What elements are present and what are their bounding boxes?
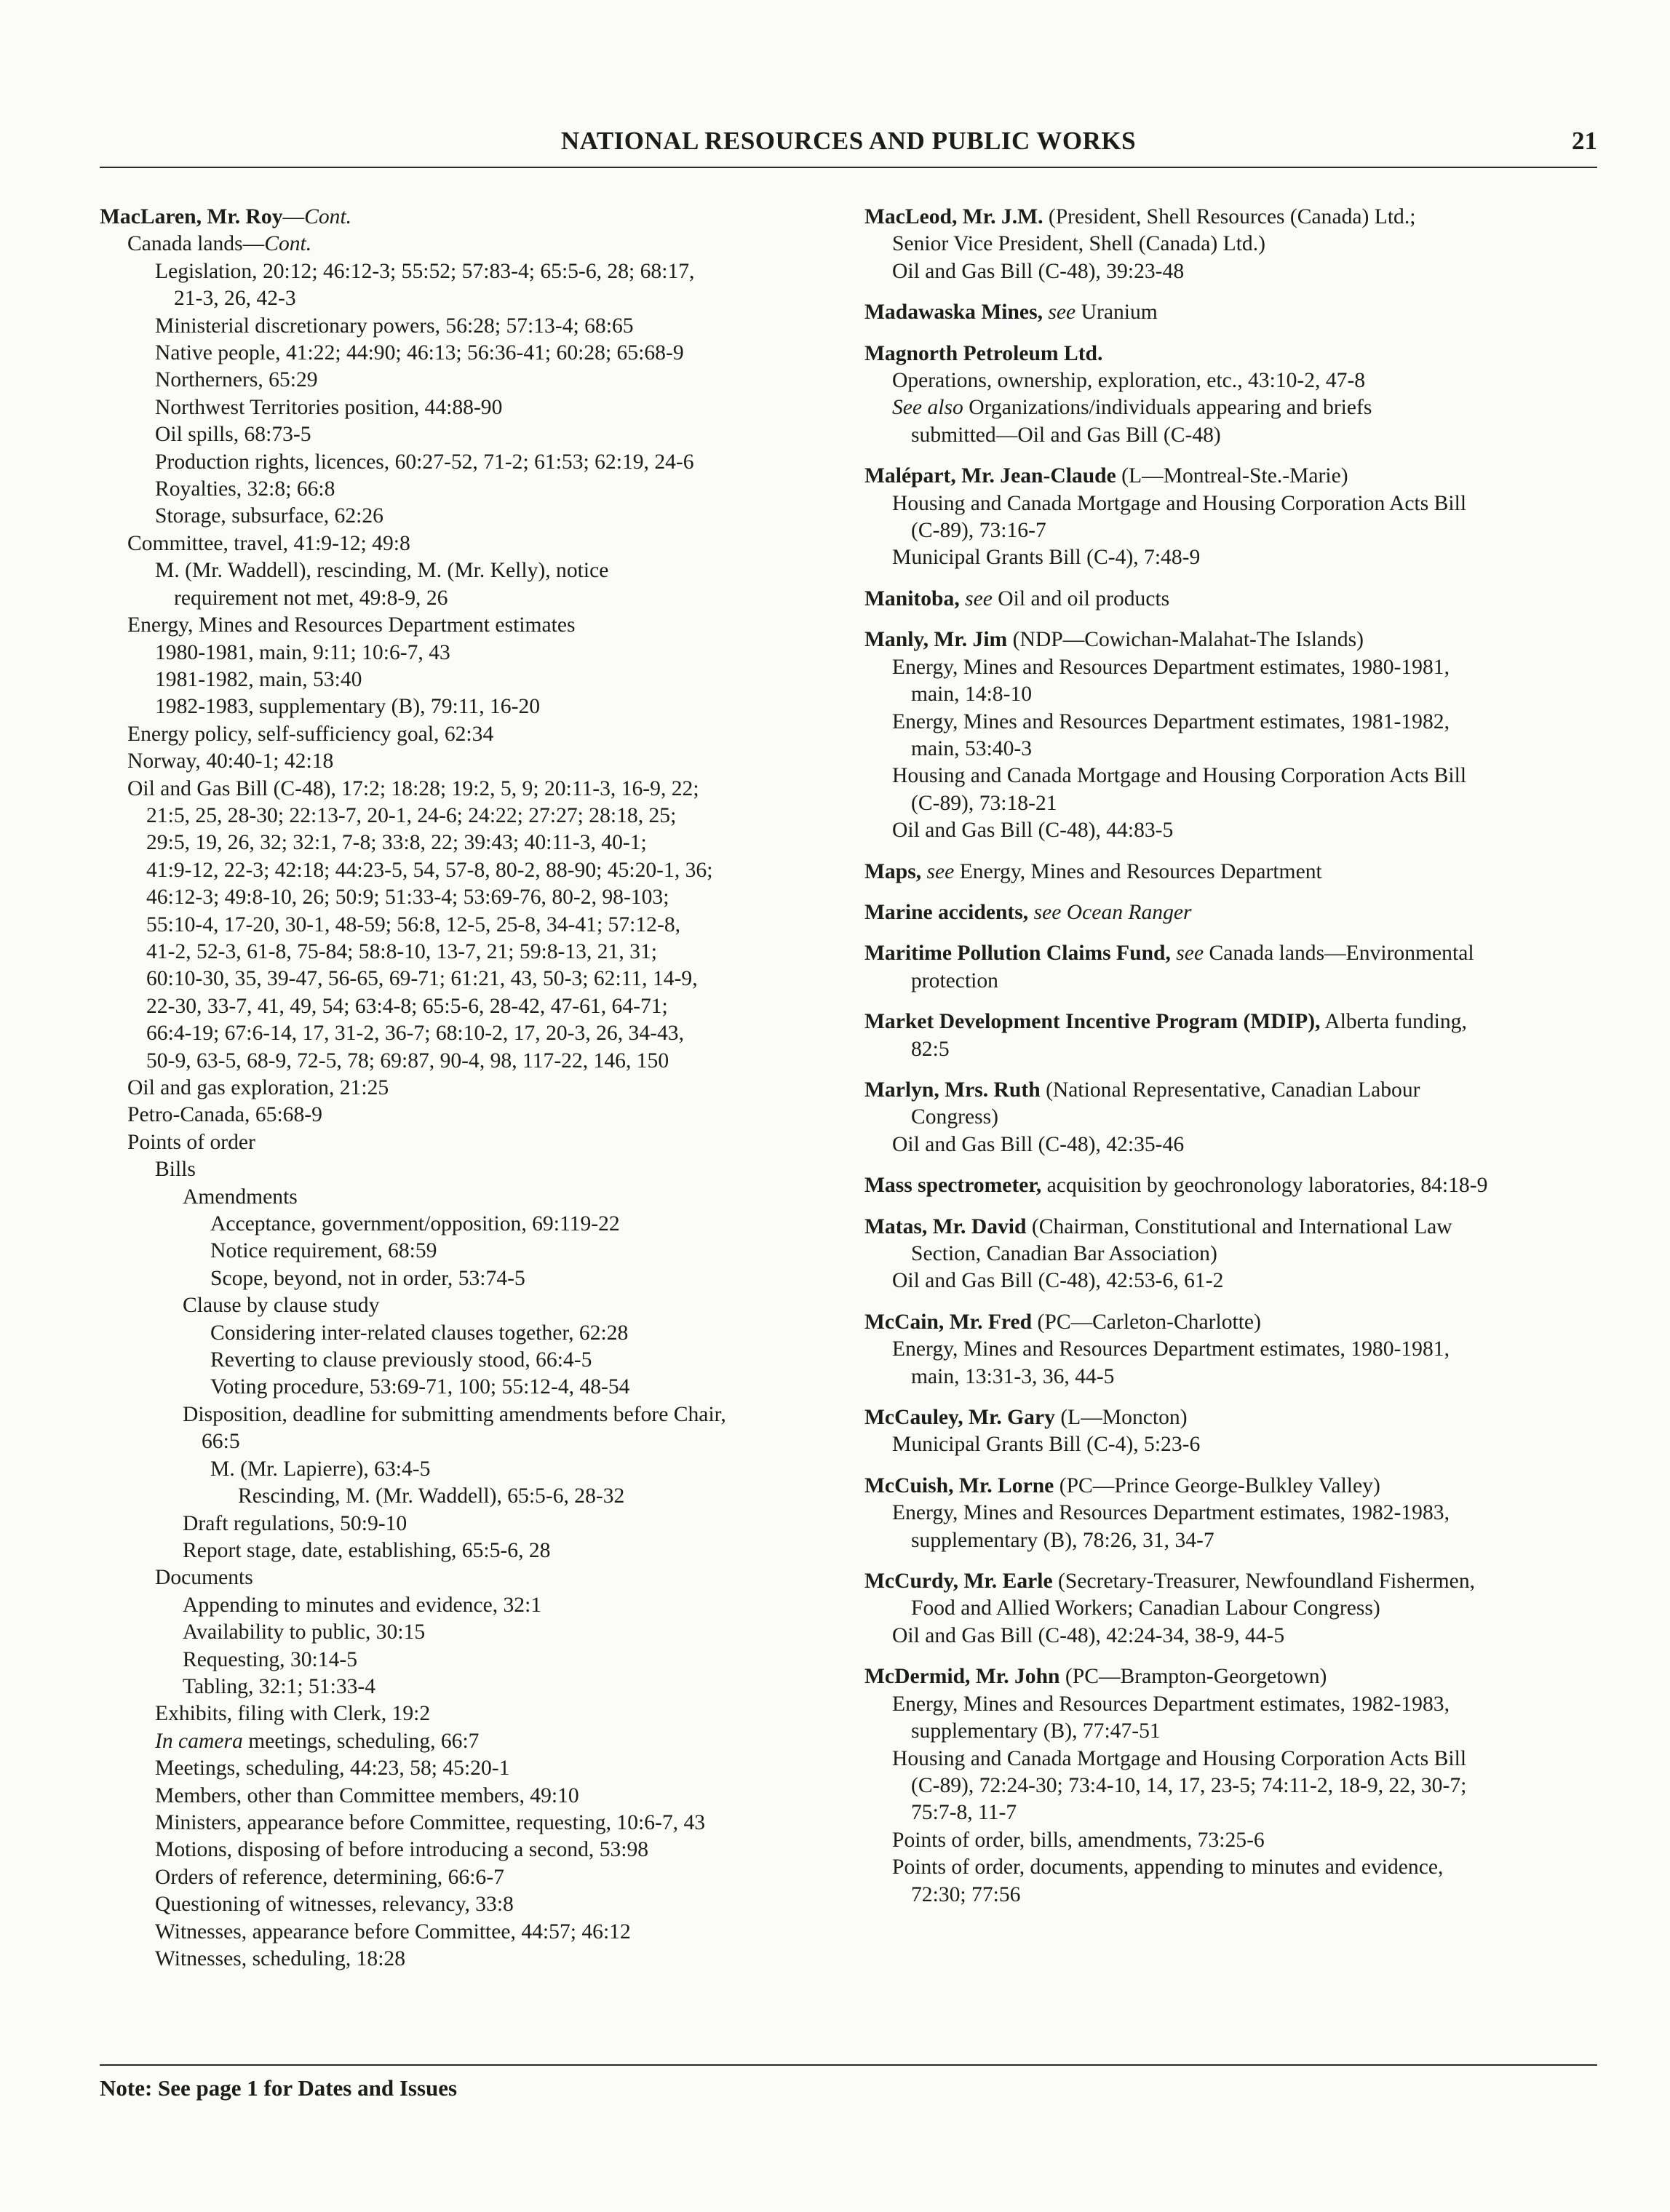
index-entry (864, 1077, 1599, 1158)
heading-term: Marine accidents, (864, 900, 1029, 924)
index-line: Points of order (127, 1130, 255, 1154)
index-line: Points of order, bills, amendments, 73:25-6 (892, 1828, 1265, 1852)
index-line: Oil and Gas Bill (C-48), 42:24-34, 38-9, 44-5 (892, 1623, 1285, 1647)
index-line: Members, other than Committee members, 49:10 (155, 1783, 579, 1807)
left-index-column (100, 204, 842, 1973)
heading-term: McCuish, Mr. Lorne (864, 1473, 1054, 1497)
heading-term: Manly, Mr. Jim (864, 628, 1008, 652)
index-line: M. (Mr. Lapierre), 63:4-5 (210, 1457, 431, 1481)
index-line: protection (911, 968, 998, 992)
index-line (864, 341, 1599, 367)
index-line: McCuish, Mr. Lorne (PC—Prince George-Bulkley Valley) (864, 1473, 1380, 1497)
index-line: supplementary (B), 78:26, 31, 34-7 (911, 1528, 1214, 1552)
index-line: Oil and Gas Bill (C-48), 44:83-5 (892, 819, 1174, 843)
index-line: Legislation, 20:12; 46:12-3; 55:52; 57:83-4; 65:5-6, 28; 68:17, (155, 259, 695, 283)
footer-note: Note: See page 1 for Dates and Issues (100, 2075, 458, 2101)
index-line: Oil and Gas Bill (C-48), 42:53-6, 61-2 (892, 1269, 1224, 1293)
index-line: Energy, Mines and Resources Department estimates (127, 613, 576, 637)
index-line: Marlyn, Mrs. Ruth (National Representative, Canadian Labour (864, 1078, 1420, 1102)
page-title: NATIONAL RESOURCES AND PUBLIC WORKS (560, 127, 1137, 155)
index-entry (864, 859, 1599, 886)
index-line: Maritime Pollution Claims Fund, see Canada lands—Environmental (864, 942, 1474, 966)
index-line: Canada lands—Cont. (127, 232, 312, 256)
index-line: 21:5, 25, 28-30; 22:13-7, 20-1, 24-6; 24:22; 27:27; 28:18, 25; (146, 803, 677, 827)
index-line: 1980-1981, main, 9:11; 10:6-7, 43 (155, 640, 450, 664)
index-line: Malépart, Mr. Jean-Claude (L—Montreal-Ste.-Marie) (864, 464, 1348, 488)
index-line: Energy, Mines and Resources Department estimates, 1981-1982, (892, 709, 1450, 733)
index-line: See also Organizations/individuals appearing and briefs (892, 396, 1372, 420)
index-line: Housing and Canada Mortgage and Housing Corporation Acts Bill (892, 491, 1467, 515)
index-line: Energy, Mines and Resources Department estimates, 1982-1983, (892, 1501, 1450, 1525)
index-line: Orders of reference, determining, 66:6-7 (155, 1865, 504, 1889)
heading-term: Magnorth Petroleum Ltd. (864, 341, 1103, 365)
index-line: Oil and gas exploration, 21:25 (127, 1076, 389, 1099)
heading-term: Marlyn, Mrs. Ruth (864, 1078, 1041, 1102)
index-line: Motions, disposing of before introducing a second, 53:98 (155, 1838, 649, 1862)
index-entry (864, 1404, 1599, 1459)
index-line: Norway, 40:40-1; 42:18 (127, 749, 334, 773)
index-line: Royalties, 32:8; 66:8 (155, 477, 335, 501)
index-line: Congress) (911, 1105, 999, 1129)
index-line: Energy policy, self-sufficiency goal, 62:34 (127, 722, 494, 746)
index-line: main, 14:8-10 (911, 683, 1033, 707)
index-line: Production rights, licences, 60:27-52, 71-2; 61:53; 62:19, 24-6 (155, 450, 694, 474)
index-line: 1981-1982, main, 53:40 (155, 667, 362, 691)
heading-term: McCurdy, Mr. Earle (864, 1570, 1053, 1594)
heading-term: Malépart, Mr. Jean-Claude (864, 464, 1116, 488)
index-line: main, 53:40-3 (911, 736, 1033, 760)
index-line: (C-89), 73:16-7 (911, 519, 1046, 543)
index-line: McCain, Mr. Fred (PC—Carleton-Charlotte) (864, 1310, 1261, 1334)
index-line: Ministerial discretionary powers, 56:28; 57:13-4; 68:65 (155, 314, 634, 338)
index-line: McDermid, Mr. John (PC—Brampton-Georgetown) (864, 1665, 1327, 1689)
heading-term: Mass spectrometer, (864, 1174, 1042, 1198)
index-line: 21-3, 26, 42-3 (174, 287, 296, 311)
index-line: 60:10-30, 35, 39-47, 56-65, 69-71; 61:21, 43, 50-3; 62:11, 14-9, (146, 967, 698, 991)
index-entry (864, 899, 1599, 926)
index-line: (C-89), 72:24-30; 73:4-10, 14, 17, 23-5; 74:11-2, 18-9, 22, 30-7; (911, 1773, 1467, 1797)
index-line: Operations, ownership, exploration, etc., 43:10-2, 47-8 (892, 369, 1366, 393)
index-line: MacLaren, Mr. Roy—Cont. (100, 205, 352, 228)
index-line: Senior Vice President, Shell (Canada) Ltd.) (892, 232, 1265, 256)
index-line: main, 13:31-3, 36, 44-5 (911, 1364, 1115, 1388)
index-line: Housing and Canada Mortgage and Housing Corporation Acts Bill (892, 764, 1467, 788)
index-entry (864, 1568, 1599, 1650)
index-line: 82:5 (911, 1037, 950, 1061)
index-line: Market Development Incentive Program (MDIP), Alberta funding, (864, 1010, 1467, 1034)
index-line: Native people, 41:22; 44:90; 46:13; 56:36-41; 60:28; 65:68-9 (155, 341, 684, 365)
index-line: 66:5 (202, 1430, 240, 1454)
index-line: McCurdy, Mr. Earle (Secretary-Treasurer, Newfoundland Fishermen, (864, 1570, 1476, 1594)
index-line: Notice requirement, 68:59 (210, 1239, 437, 1263)
page-header (100, 127, 1597, 166)
index-line: Oil spills, 68:73-5 (155, 423, 311, 447)
index-line: Energy, Mines and Resources Department estimates, 1980-1981, (892, 655, 1450, 679)
index-entry (864, 1008, 1599, 1063)
index-line: 22-30, 33-7, 41, 49, 54; 63:4-8; 65:5-6, 28-42, 47-61, 64-71; (146, 994, 668, 1018)
heading-term: Maritime Pollution Claims Fund, (864, 942, 1171, 966)
index-entry (864, 1172, 1599, 1199)
index-line: Amendments (183, 1185, 298, 1209)
index-line: Considering inter-related clauses together, 62:28 (210, 1321, 629, 1345)
index-line: Ministers, appearance before Committee, requesting, 10:6-7, 43 (155, 1810, 706, 1834)
index-line: Witnesses, scheduling, 18:28 (155, 1947, 406, 1970)
index-line: Matas, Mr. David (Chairman, Constitutional and International Law (864, 1214, 1452, 1238)
heading-term: Market Development Incentive Program (MDIP), (864, 1010, 1321, 1034)
index-line: Availability to public, 30:15 (183, 1620, 426, 1644)
index-entry (864, 1309, 1599, 1391)
heading-term: Matas, Mr. David (864, 1214, 1027, 1238)
heading-term: McCauley, Mr. Gary (864, 1406, 1055, 1430)
index-line: Tabling, 32:1; 51:33-4 (183, 1674, 376, 1698)
index-line: MacLeod, Mr. J.M. (President, Shell Resources (Canada) Ltd.; (864, 205, 1416, 228)
index-line: Marine accidents, see Ocean Ranger (864, 900, 1192, 924)
index-line: Exhibits, filing with Clerk, 19:2 (155, 1702, 431, 1726)
index-line: Northwest Territories position, 44:88-90 (155, 395, 503, 419)
index-line: Northerners, 65:29 (155, 368, 318, 392)
index-line: Acceptance, government/opposition, 69:119-22 (210, 1212, 620, 1236)
index-line: Food and Allied Workers; Canadian Labour Congress) (911, 1596, 1380, 1620)
index-line: Manly, Mr. Jim (NDP—Cowichan-Malahat-The Islands) (864, 628, 1364, 652)
index-line: Petro-Canada, 65:68-9 (127, 1103, 322, 1127)
index-line: 50-9, 63-5, 68-9, 72-5, 78; 69:87, 90-4, 98, 117-22, 146, 150 (146, 1049, 669, 1073)
index-entry (864, 204, 1599, 285)
index-line: Committee, travel, 41:9-12; 49:8 (127, 531, 410, 555)
index-entry (864, 341, 1599, 450)
index-line: 75:7-8, 11-7 (911, 1801, 1017, 1825)
index-line: 66:4-19; 67:6-14, 17, 31-2, 36-7; 68:10-2, 17, 20-3, 26, 34-43, (146, 1022, 684, 1046)
index-line: Storage, subsurface, 62:26 (155, 504, 383, 528)
index-entry (864, 1473, 1599, 1554)
header-rule (100, 167, 1597, 168)
index-line: Maps, see Energy, Mines and Resources Department (864, 859, 1322, 883)
index-line: 41:9-12, 22-3; 42:18; 44:23-5, 54, 57-8, 80-2, 88-90; 45:20-1, 36; (146, 858, 713, 882)
heading-term: McCain, Mr. Fred (864, 1310, 1033, 1334)
index-line: 29:5, 19, 26, 32; 32:1, 7-8; 33:8, 22; 39:43; 40:11-3, 40-1; (146, 831, 647, 855)
right-index-column (864, 204, 1599, 1909)
index-line: requirement not met, 49:8-9, 26 (174, 586, 448, 610)
index-line: McCauley, Mr. Gary (L—Moncton) (864, 1406, 1188, 1430)
index-line: Draft regulations, 50:9-10 (183, 1511, 407, 1535)
index-line: Bills (155, 1158, 196, 1182)
index-entry (864, 586, 1599, 613)
index-line: Reverting to clause previously stood, 66:4-5 (210, 1348, 592, 1372)
index-line: Witnesses, appearance before Committee, 44:57; 46:12 (155, 1919, 631, 1944)
index-line: 55:10-4, 17-20, 30-1, 48-59; 56:8, 12-5, 25-8, 34-41; 57:12-8, (146, 912, 681, 936)
index-line: Documents (155, 1566, 253, 1590)
index-line: Energy, Mines and Resources Department estimates, 1980-1981, (892, 1337, 1450, 1361)
heading-term: McDermid, Mr. John (864, 1665, 1060, 1689)
heading-term: MacLaren, Mr. Roy (100, 205, 283, 228)
index-line: Section, Canadian Bar Association) (911, 1242, 1217, 1265)
index-line: Madawaska Mines, see Uranium (864, 301, 1158, 325)
index-entry (864, 626, 1599, 844)
index-line: Municipal Grants Bill (C-4), 5:23-6 (892, 1433, 1201, 1457)
index-line: Oil and Gas Bill (C-48), 42:35-46 (892, 1132, 1185, 1156)
index-line: submitted—Oil and Gas Bill (C-48) (911, 423, 1221, 447)
heading-term: Madawaska Mines, (864, 301, 1043, 325)
index-entry (864, 1214, 1599, 1295)
index-line: Oil and Gas Bill (C-48), 39:23-48 (892, 259, 1185, 283)
index-line: 41-2, 52-3, 61-8, 75-84; 58:8-10, 13-7, 21; 59:8-13, 21, 31; (146, 939, 657, 963)
index-line: Municipal Grants Bill (C-4), 7:48-9 (892, 546, 1201, 570)
index-line: Oil and Gas Bill (C-48), 17:2; 18:28; 19:2, 5, 9; 20:11-3, 16-9, 22; (127, 776, 699, 800)
index-line: Manitoba, see Oil and oil products (864, 586, 1170, 610)
footer-rule (100, 2064, 1597, 2066)
index-line: Disposition, deadline for submitting amendments before Chair, (183, 1402, 726, 1426)
index-line: Scope, beyond, not in order, 53:74-5 (210, 1266, 525, 1290)
index-line: 1982-1983, supplementary (B), 79:11, 16-20 (155, 695, 541, 719)
index-line: Voting procedure, 53:69-71, 100; 55:12-4, 48-54 (210, 1375, 630, 1399)
index-line: Appending to minutes and evidence, 32:1 (183, 1593, 542, 1617)
page-number: 21 (1572, 127, 1597, 155)
index-entry (864, 463, 1599, 572)
index-line: (C-89), 73:18-21 (911, 791, 1057, 815)
index-line: Meetings, scheduling, 44:23, 58; 45:20-1 (155, 1757, 510, 1781)
index-line: M. (Mr. Waddell), rescinding, M. (Mr. Kelly), notice (155, 559, 609, 583)
index-line: 72:30; 77:56 (911, 1882, 1021, 1906)
index-line: supplementary (B), 77:47-51 (911, 1719, 1161, 1743)
index-line: Requesting, 30:14-5 (183, 1647, 358, 1671)
index-entry (864, 299, 1599, 326)
index-entry (864, 940, 1599, 995)
heading-term: Maps, (864, 859, 922, 883)
index-line: Mass spectrometer, acquisition by geochronology laboratories, 84:18-9 (864, 1174, 1488, 1198)
index-line: In camera meetings, scheduling, 66:7 (155, 1729, 480, 1753)
index-line: Rescinding, M. (Mr. Waddell), 65:5-6, 28-32 (238, 1484, 625, 1508)
index-line: Points of order, documents, appending to minutes and evidence, (892, 1855, 1444, 1879)
index-line: Energy, Mines and Resources Department estimates, 1982-1983, (892, 1692, 1450, 1716)
index-line: Clause by clause study (183, 1294, 380, 1318)
index-line: Housing and Canada Mortgage and Housing Corporation Acts Bill (892, 1746, 1467, 1770)
heading-term: MacLeod, Mr. J.M. (864, 205, 1043, 228)
index-entry (864, 1663, 1599, 1909)
index-line: Questioning of witnesses, relevancy, 33:8 (155, 1893, 514, 1917)
heading-term: Manitoba, (864, 586, 960, 610)
index-line: Report stage, date, establishing, 65:5-6, 28 (183, 1538, 551, 1562)
index-line: 46:12-3; 49:8-10, 26; 50:9; 51:33-4; 53:69-76, 80-2, 98-103; (146, 886, 669, 910)
